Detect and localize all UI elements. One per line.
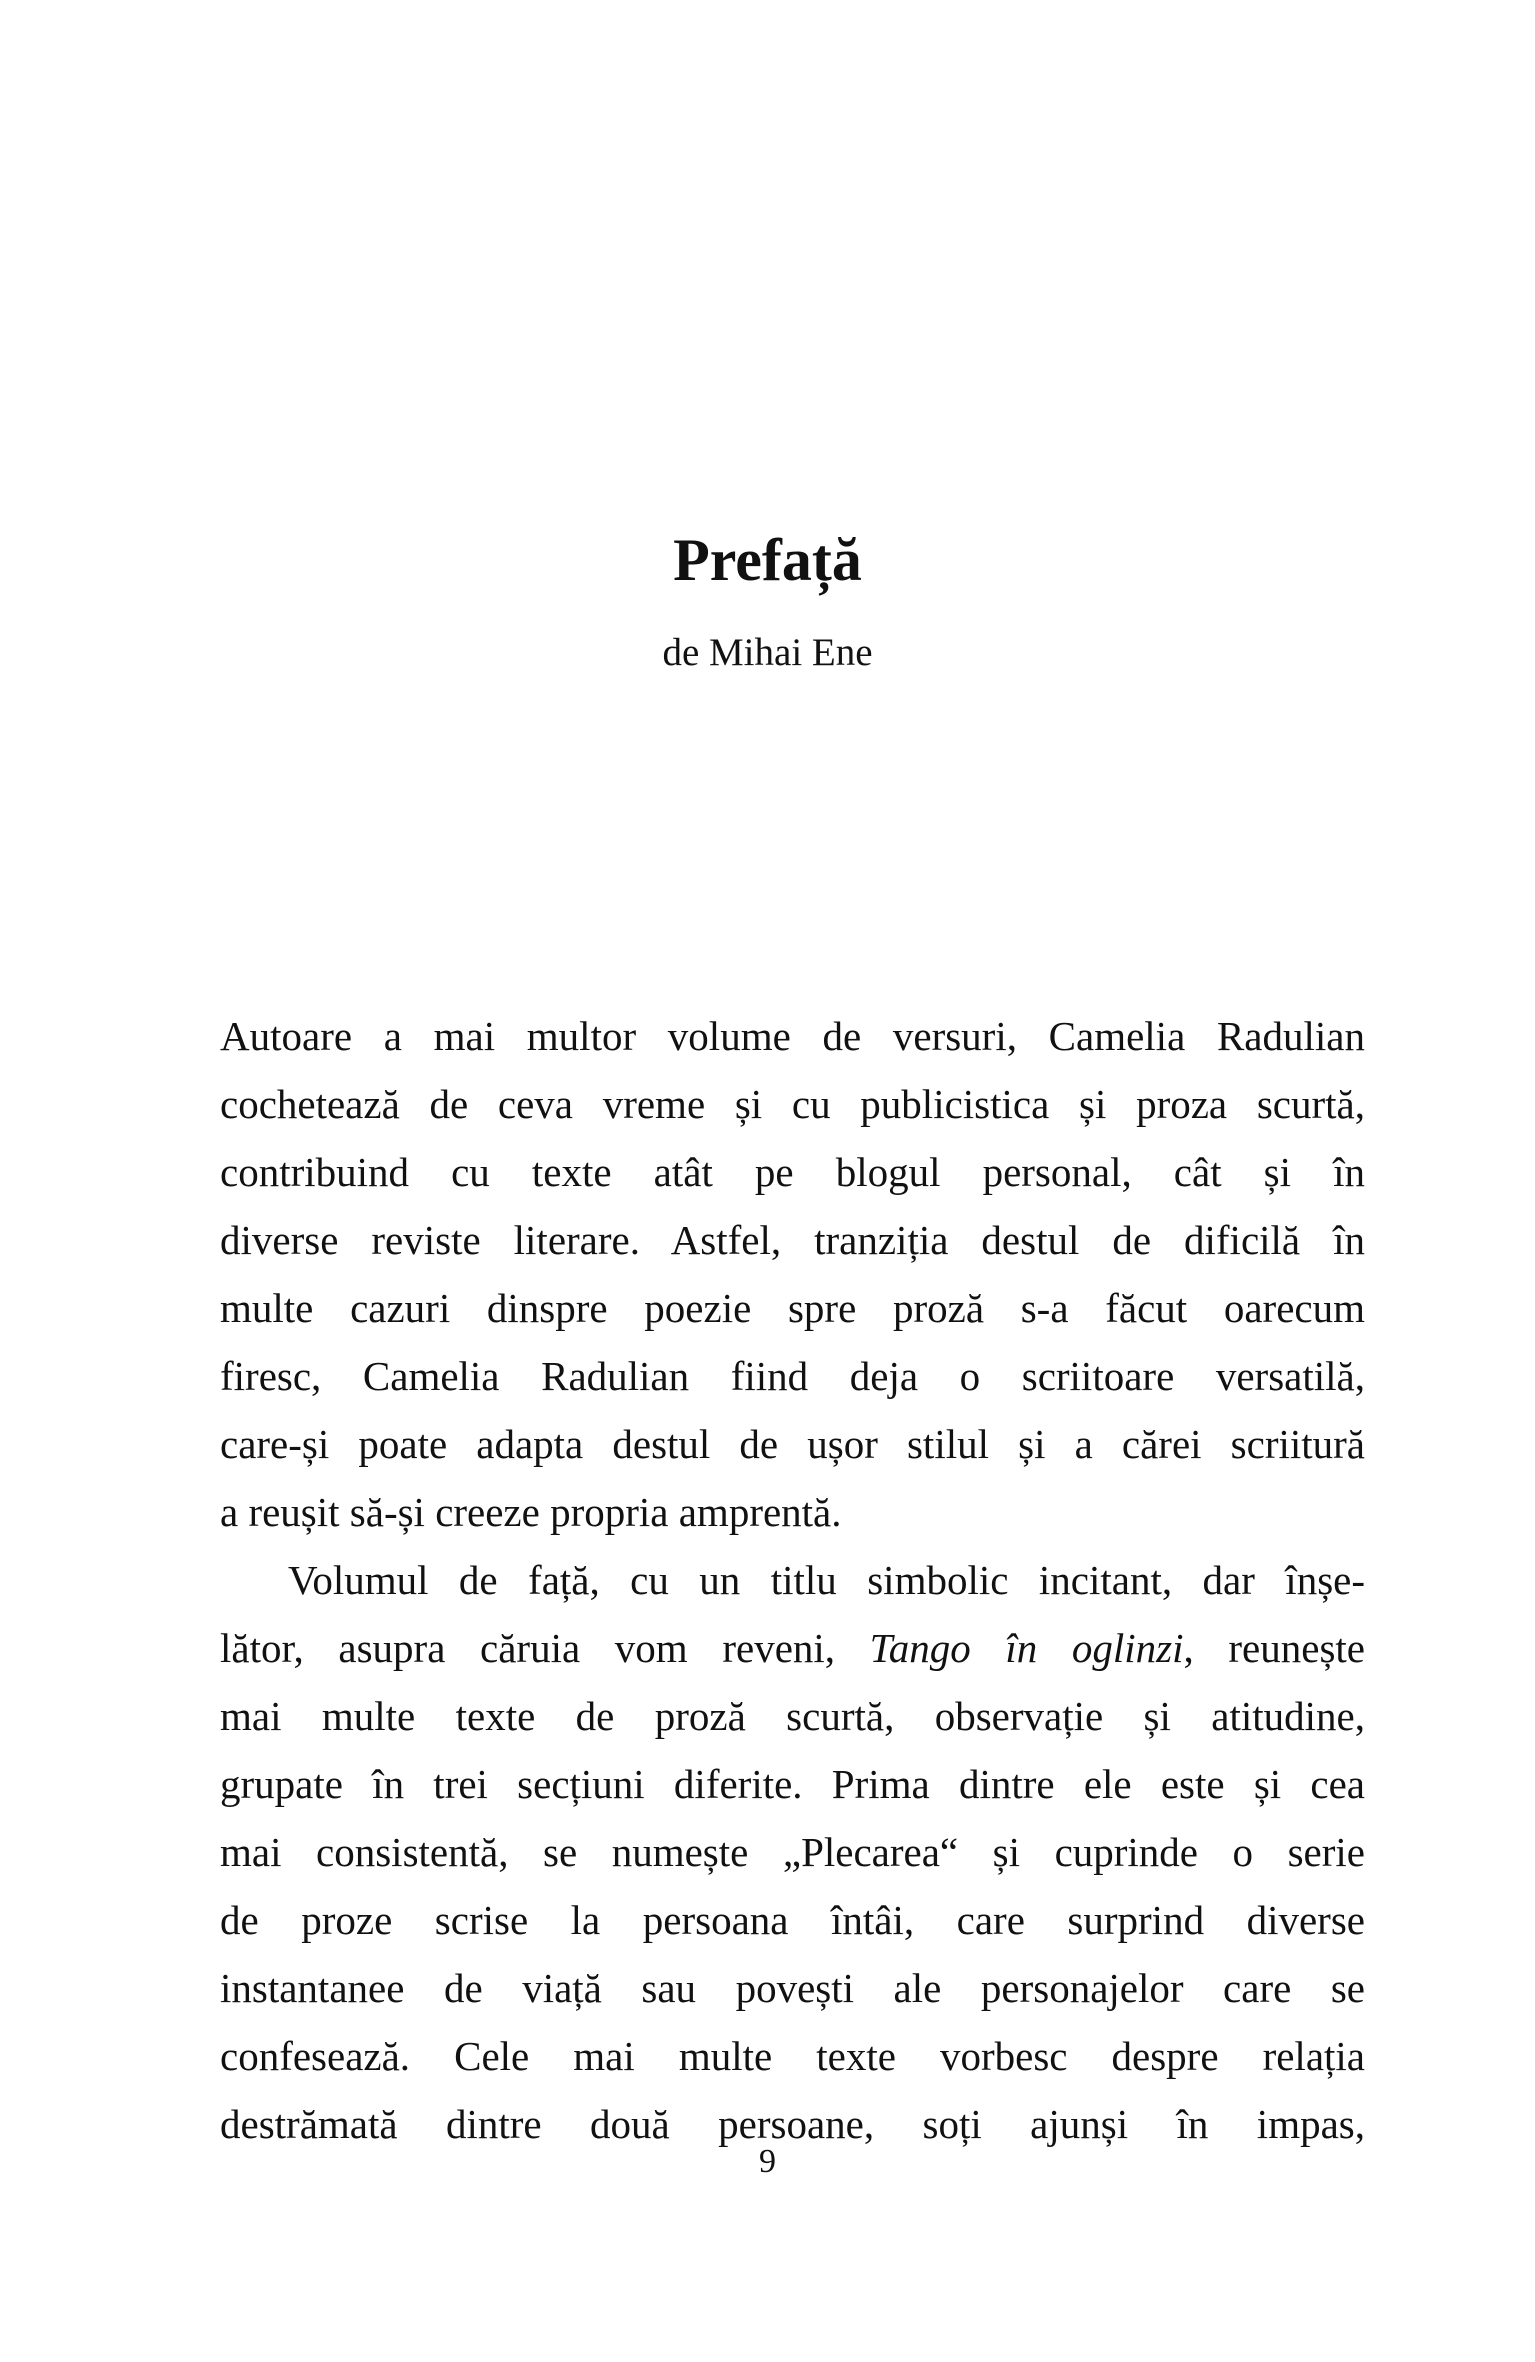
text-segment: lător, asupra căruia vom reveni, bbox=[220, 1625, 870, 1671]
text-line: care-și poate adapta destul de ușor stilul și a cărei scriitură bbox=[220, 1421, 1365, 1467]
page-number: 9 bbox=[759, 2143, 776, 2180]
text-segment: , reunește bbox=[1183, 1625, 1365, 1671]
text-line: de proze scrise la persoana întâi, care surprind diverse bbox=[220, 1897, 1365, 1943]
text-line: firesc, Camelia Radulian fiind deja o scriitoare versatilă, bbox=[220, 1353, 1365, 1399]
text-line: cochetează de ceva vreme și cu publicistica și proza scurtă, bbox=[220, 1081, 1365, 1127]
book-title-italic: Tango în oglinzi bbox=[869, 1625, 1184, 1671]
text-line: Autoare a mai multor volume de versuri, Camelia Radulian bbox=[220, 1013, 1365, 1059]
paragraph-2 bbox=[220, 1546, 1365, 2158]
text-line bbox=[220, 1614, 1365, 1682]
text-line: mai multe texte de proză scurtă, observație și atitudine, bbox=[220, 1693, 1365, 1739]
text-line: multe cazuri dinspre poezie spre proză s-a făcut oarecum bbox=[220, 1285, 1365, 1331]
text-line: mai consistentă, se numește „Plecarea“ și cuprinde o serie bbox=[220, 1829, 1365, 1875]
text-line: contribuind cu texte atât pe blogul personal, cât și în bbox=[220, 1149, 1365, 1195]
text-line: Volumul de față, cu un titlu simbolic incitant, dar înșe- bbox=[288, 1557, 1365, 1603]
chapter-title: Prefață bbox=[673, 527, 862, 593]
chapter-author: de Mihai Ene bbox=[662, 631, 873, 674]
text-line: destrămată dintre două persoane, soți ajunși în impas, bbox=[220, 2101, 1365, 2147]
text-line: grupate în trei secțiuni diferite. Prima dintre ele este și cea bbox=[220, 1761, 1365, 1807]
text-line: a reușit să-și creeze propria amprentă. bbox=[220, 1489, 842, 1535]
text-line: instantanee de viață sau povești ale personajelor care se bbox=[220, 1965, 1365, 2011]
paragraph-1 bbox=[220, 1002, 1365, 1546]
text-line: diverse reviste literare. Astfel, tranziția destul de dificilă în bbox=[220, 1217, 1365, 1263]
body-text bbox=[220, 1002, 1365, 2158]
text-line: confesează. Cele mai multe texte vorbesc despre relația bbox=[220, 2033, 1365, 2079]
